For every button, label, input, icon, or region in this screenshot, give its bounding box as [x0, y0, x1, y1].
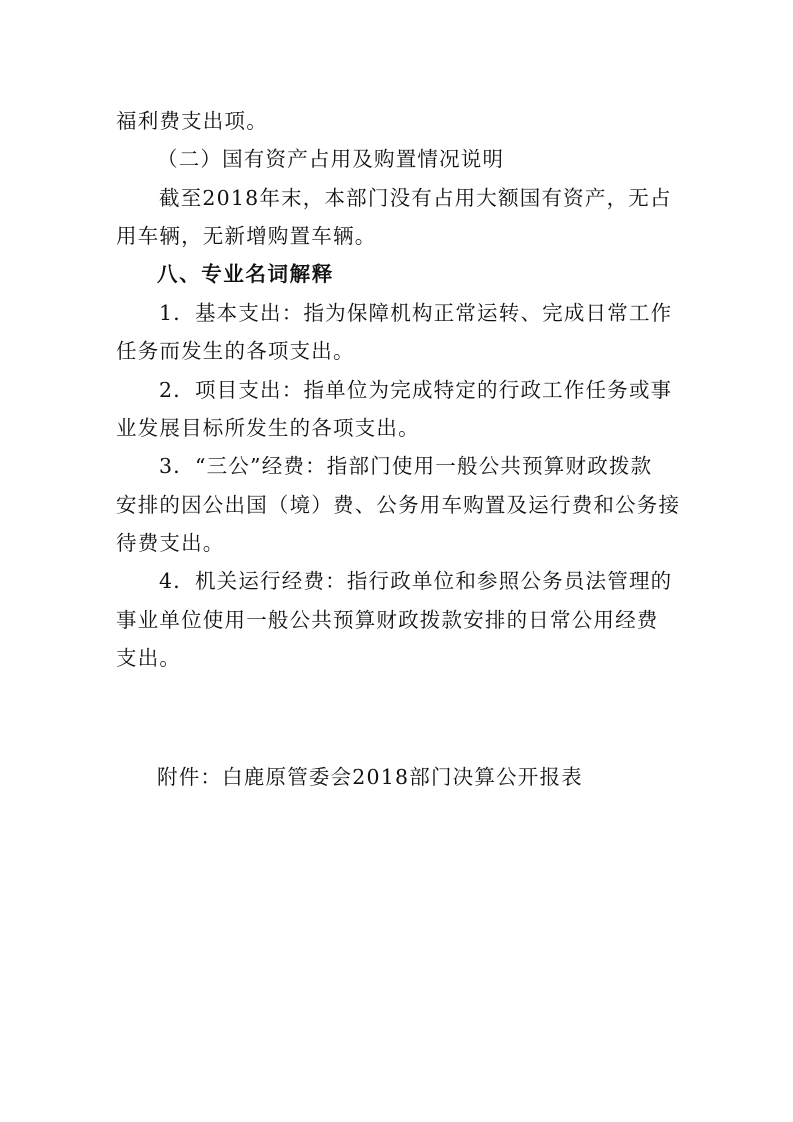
text-line-3: 截至2018年末，本部门没有占用大额国有资产，无占: [159, 186, 672, 210]
definition-2-line-2: 业发展目标所发生的各项支出。: [116, 416, 420, 440]
definition-1-line-1: 1．基本支出：指为保障机构正常运转、完成日常工作: [159, 301, 673, 325]
text-line-1: 福利费支出项。: [116, 109, 268, 133]
definition-3-line-3: 待费支出。: [116, 531, 225, 555]
definition-3-line-1: 3．“三公”经费：指部门使用一般公共预算财政拨款: [159, 454, 653, 478]
definition-4-line-2: 事业单位使用一般公共预算财政拨款安排的日常公用经费: [116, 608, 659, 632]
definition-1-line-2: 任务而发生的各项支出。: [116, 339, 355, 363]
definition-2-line-1: 2．项目支出：指单位为完成特定的行政工作任务或事: [159, 378, 673, 402]
section-heading: 八、专业名词解释: [157, 262, 334, 286]
definition-4-line-1: 4．机关运行经费：指行政单位和参照公务员法管理的: [159, 569, 673, 593]
definition-3-line-2: 安排的因公出国（境）费、公务用车购置及运行费和公务接: [116, 493, 681, 517]
section-subheading: （二）国有资产占用及购置情况说明: [157, 147, 505, 171]
attachment-note: 附件：白鹿原管委会2018部门决算公开报表: [157, 765, 583, 789]
text-line-4: 用车辆，无新增购置车辆。: [116, 224, 377, 248]
definition-4-line-3: 支出。: [116, 646, 182, 670]
